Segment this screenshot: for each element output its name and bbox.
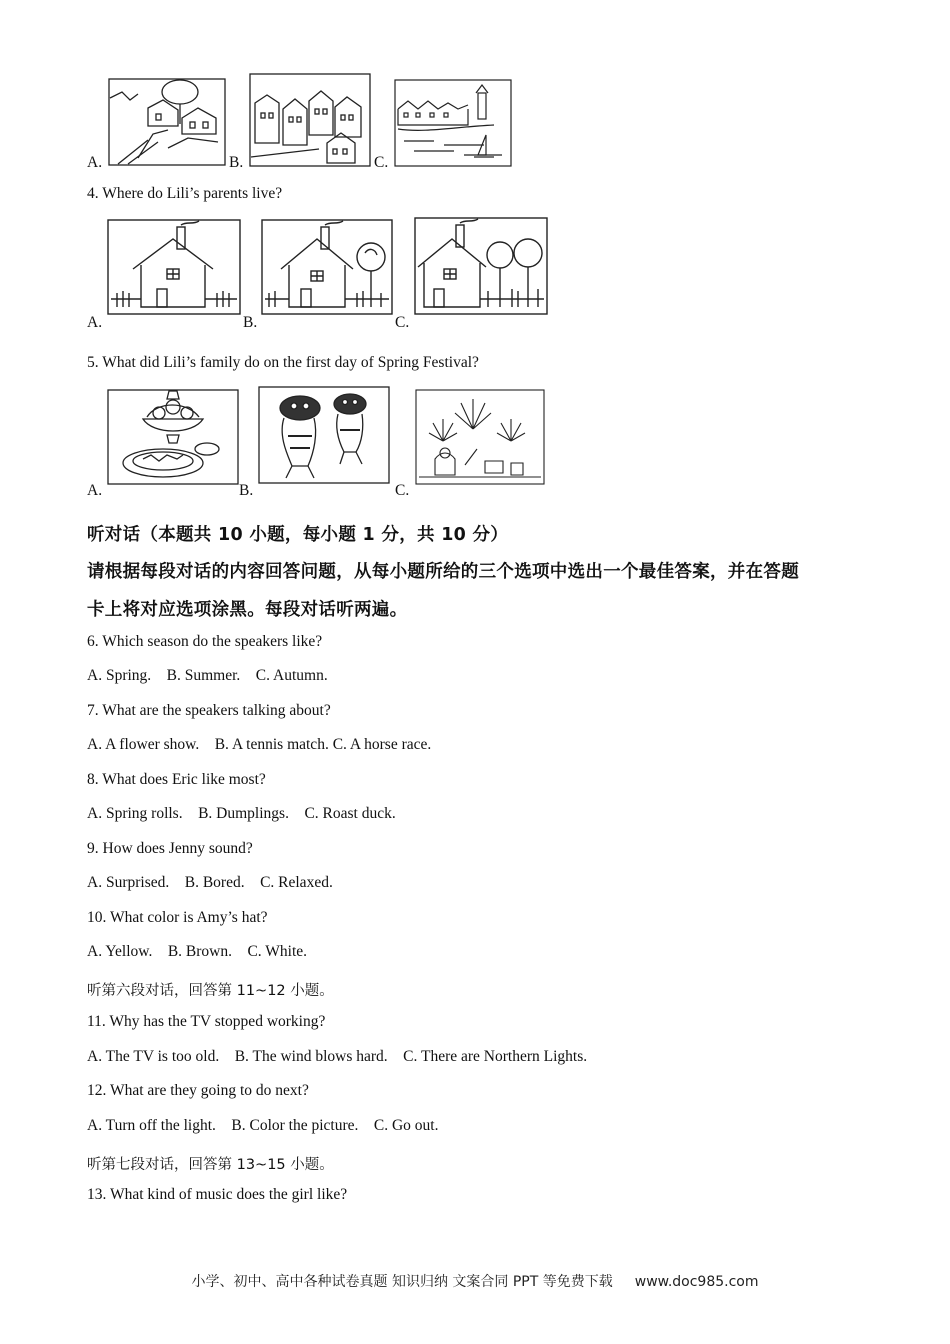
question-7-options: A. A flower show. B. A tennis match. C. A horse race. xyxy=(87,736,432,753)
question-6-options: A. Spring. B. Summer. C. Autumn. xyxy=(87,667,328,684)
q4-question: 4. Where do Lili’s parents live? xyxy=(87,185,283,202)
q3-option-c-image xyxy=(394,79,512,167)
page-footer xyxy=(0,1271,950,1291)
question-10: 10. What color is Amy’s hat? xyxy=(87,909,268,926)
section-instruction-line2: 卡上将对应选项涂黑。每段对话听两遍。 xyxy=(87,600,408,620)
q3-option-a-image xyxy=(108,78,226,166)
footer-text: 小学、初中、高中各种试卷真题 知识归纳 文案合同 PPT 等免费下载 xyxy=(191,1274,613,1290)
q5-question: 5. What did Lili’s family do on the first day of Spring Festival? xyxy=(87,354,479,371)
q5-option-c-label: C. xyxy=(395,482,410,499)
question-9: 9. How does Jenny sound? xyxy=(87,840,253,857)
q3-option-b-image xyxy=(249,73,371,167)
q5-option-c-image xyxy=(415,389,545,485)
question-8: 8. What does Eric like most? xyxy=(87,771,266,788)
q5-option-b-label: B. xyxy=(239,482,254,499)
q4-option-c-label: C. xyxy=(395,314,410,331)
question-9-options: A. Surprised. B. Bored. C. Relaxed. xyxy=(87,874,333,891)
dialog-6-note: 听第六段对话，回答第 11~12 小题。 xyxy=(87,983,334,999)
section-heading: 听对话（本题共 10 小题，每小题 1 分，共 10 分） xyxy=(87,525,509,545)
question-6: 6. Which season do the speakers like? xyxy=(87,633,323,650)
question-8-options: A. Spring rolls. B. Dumplings. C. Roast duck. xyxy=(87,805,396,822)
question-11: 11. Why has the TV stopped working? xyxy=(87,1013,326,1030)
q5-option-a-label: A. xyxy=(87,482,103,499)
section-instruction-line1: 请根据每段对话的内容回答问题，从每小题所给的三个选项中选出一个最佳答案，并在答题 xyxy=(87,562,799,582)
q5-option-b-image xyxy=(258,386,390,484)
dialog-7-note: 听第七段对话，回答第 13~15 小题。 xyxy=(87,1157,334,1173)
q4-option-b-label: B. xyxy=(243,314,258,331)
question-7: 7. What are the speakers talking about? xyxy=(87,702,331,719)
footer-link[interactable]: www.doc985.com xyxy=(634,1274,759,1290)
question-12-options: A. Turn off the light. B. Color the picture. C. Go out. xyxy=(87,1117,439,1134)
q3-option-a-label: A. xyxy=(87,154,103,171)
q5-option-a-image xyxy=(107,389,239,485)
q4-option-a-label: A. xyxy=(87,314,103,331)
question-11-options: A. The TV is too old. B. The wind blows hard. C. There are Northern Lights. xyxy=(87,1048,588,1065)
question-10-options: A. Yellow. B. Brown. C. White. xyxy=(87,943,308,960)
question-13: 13. What kind of music does the girl like? xyxy=(87,1186,348,1203)
q3-option-b-label: B. xyxy=(229,154,244,171)
q4-option-b-image xyxy=(261,219,393,315)
q4-option-c-image xyxy=(414,217,548,315)
q3-option-c-label: C. xyxy=(374,154,389,171)
q4-option-a-image xyxy=(107,219,241,315)
question-12: 12. What are they going to do next? xyxy=(87,1082,309,1099)
